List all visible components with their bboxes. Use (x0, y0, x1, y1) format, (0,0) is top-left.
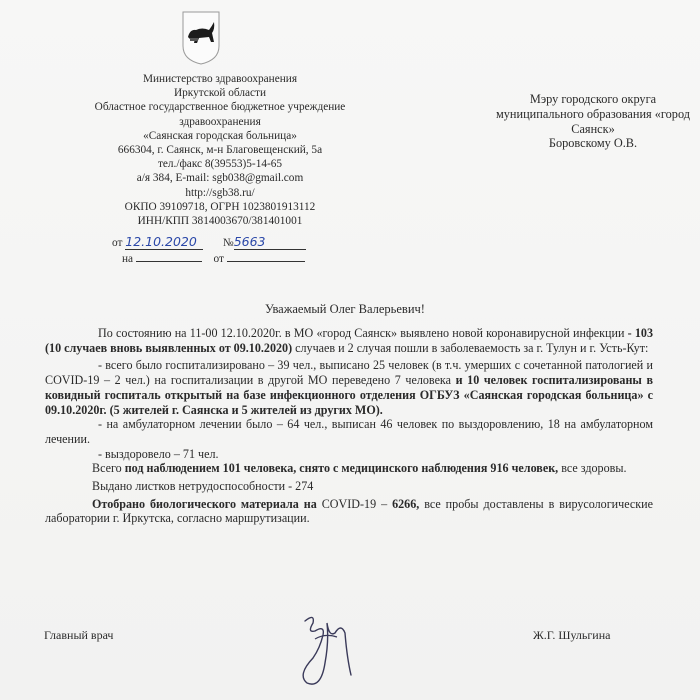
paragraph-hospitalized (45, 358, 653, 417)
text: все пробы доставлены в вирусологические лаборатории г. Иркутска, согласно маршрутизации. (45, 496, 653, 526)
text-bold: и 10 человек госпитализированы в ковидный госпиталь открытый на базе инфекционного отделения ОГБУЗ «Саянская городская больница» с 09.10.2020г. (5 жителей г. Саянска и 5 жителей из других МО). (45, 373, 653, 417)
reference-row (122, 253, 305, 265)
text: все здоровы. (558, 461, 627, 476)
greeting: Уважаемый Олег Валерьевич! (265, 302, 425, 316)
paragraph-recovered: - выздоровело – 71 чел. (98, 446, 219, 461)
text-bold: 6266, (392, 496, 420, 511)
sender-line: здравоохранения (179, 115, 261, 128)
sender-line: ИНН/КПП 3814003670/381401001 (137, 215, 303, 228)
addressee-line: муниципального образования «город (495, 106, 690, 121)
paragraph-sick-leave: Выдано листков нетрудоспособности - 274 (92, 479, 314, 494)
date-value: 12.10.2020 (125, 234, 197, 249)
sender-line: http://sgb38.ru/ (185, 186, 255, 199)
sender-block (60, 72, 380, 228)
handwritten-signature-icon (285, 603, 365, 693)
text: случаев и 2 случая пошли в заболеваемость за г. Тулун и г. Усть-Кут: (292, 340, 649, 355)
sender-line: 666304, г. Саянск, м-н Благовещенский, 5а (117, 144, 323, 157)
text-bold: под наблюдением 101 человека, снято с медицинского наблюдения 916 человек, (124, 461, 559, 476)
addressee-line: Мэру городского округа (529, 92, 657, 106)
text-bold: - 103 (10 случаев вновь выявленных от 09.10.2020) (45, 326, 653, 355)
addressee-block (488, 92, 698, 151)
sender-line: тел./факс 8(39553)5-14-65 (157, 158, 283, 171)
sender-line: а/я 384, E-mail: sgb038@gmail.com (136, 172, 304, 185)
text: - всего было госпитализировано – 39 чел., выписано 25 человек (в т.ч. умерших с сочетанной патологией и COVID-19 – 2 чел.) на госпитализации в другой МО переведено 7 человека (45, 358, 653, 388)
signatory-name: Ж.Г. Шульгина (533, 628, 611, 642)
paragraph-cases (45, 326, 653, 355)
sender-line: «Саянская городская больница» (143, 129, 297, 142)
sender-line: Иркутской области (173, 87, 267, 100)
signatory-position: Главный врач (44, 628, 114, 642)
sender-line: ОКПО 39109718, ОГРН 1023801913112 (124, 200, 316, 213)
registration-date-row (112, 234, 306, 250)
paragraph-observation (45, 461, 653, 476)
letter-body (45, 326, 653, 526)
text: По состоянию на 11-00 12.10.2020г. в МО «город Саянск» выявлено новой коронавирусной инфекции (98, 326, 628, 340)
text: Всего (92, 461, 125, 476)
ref-date-label: от (213, 253, 224, 265)
text: COVID-19 – (316, 496, 393, 511)
addressee-line: Боровскому О.В. (548, 136, 638, 151)
addressee-line: Саянск» (571, 121, 615, 136)
paragraph-samples (45, 497, 653, 526)
irkutsk-coat-of-arms-icon (181, 10, 221, 66)
ref-label: на (122, 253, 134, 265)
paragraph-outpatient: - на амбулаторном лечении было – 64 чел., выписан 46 человек по выздоровлению, 18 на амбулаторном лечении. (45, 417, 653, 446)
number-value: 5663 (233, 234, 266, 249)
sender-line: Областное государственное бюджетное учреждение (94, 101, 346, 114)
date-label: от (112, 237, 123, 249)
number-label: № (222, 237, 234, 249)
sender-line: Министерство здравоохранения (142, 73, 298, 85)
text-bold: Отобрано биологического материала на (92, 496, 317, 511)
